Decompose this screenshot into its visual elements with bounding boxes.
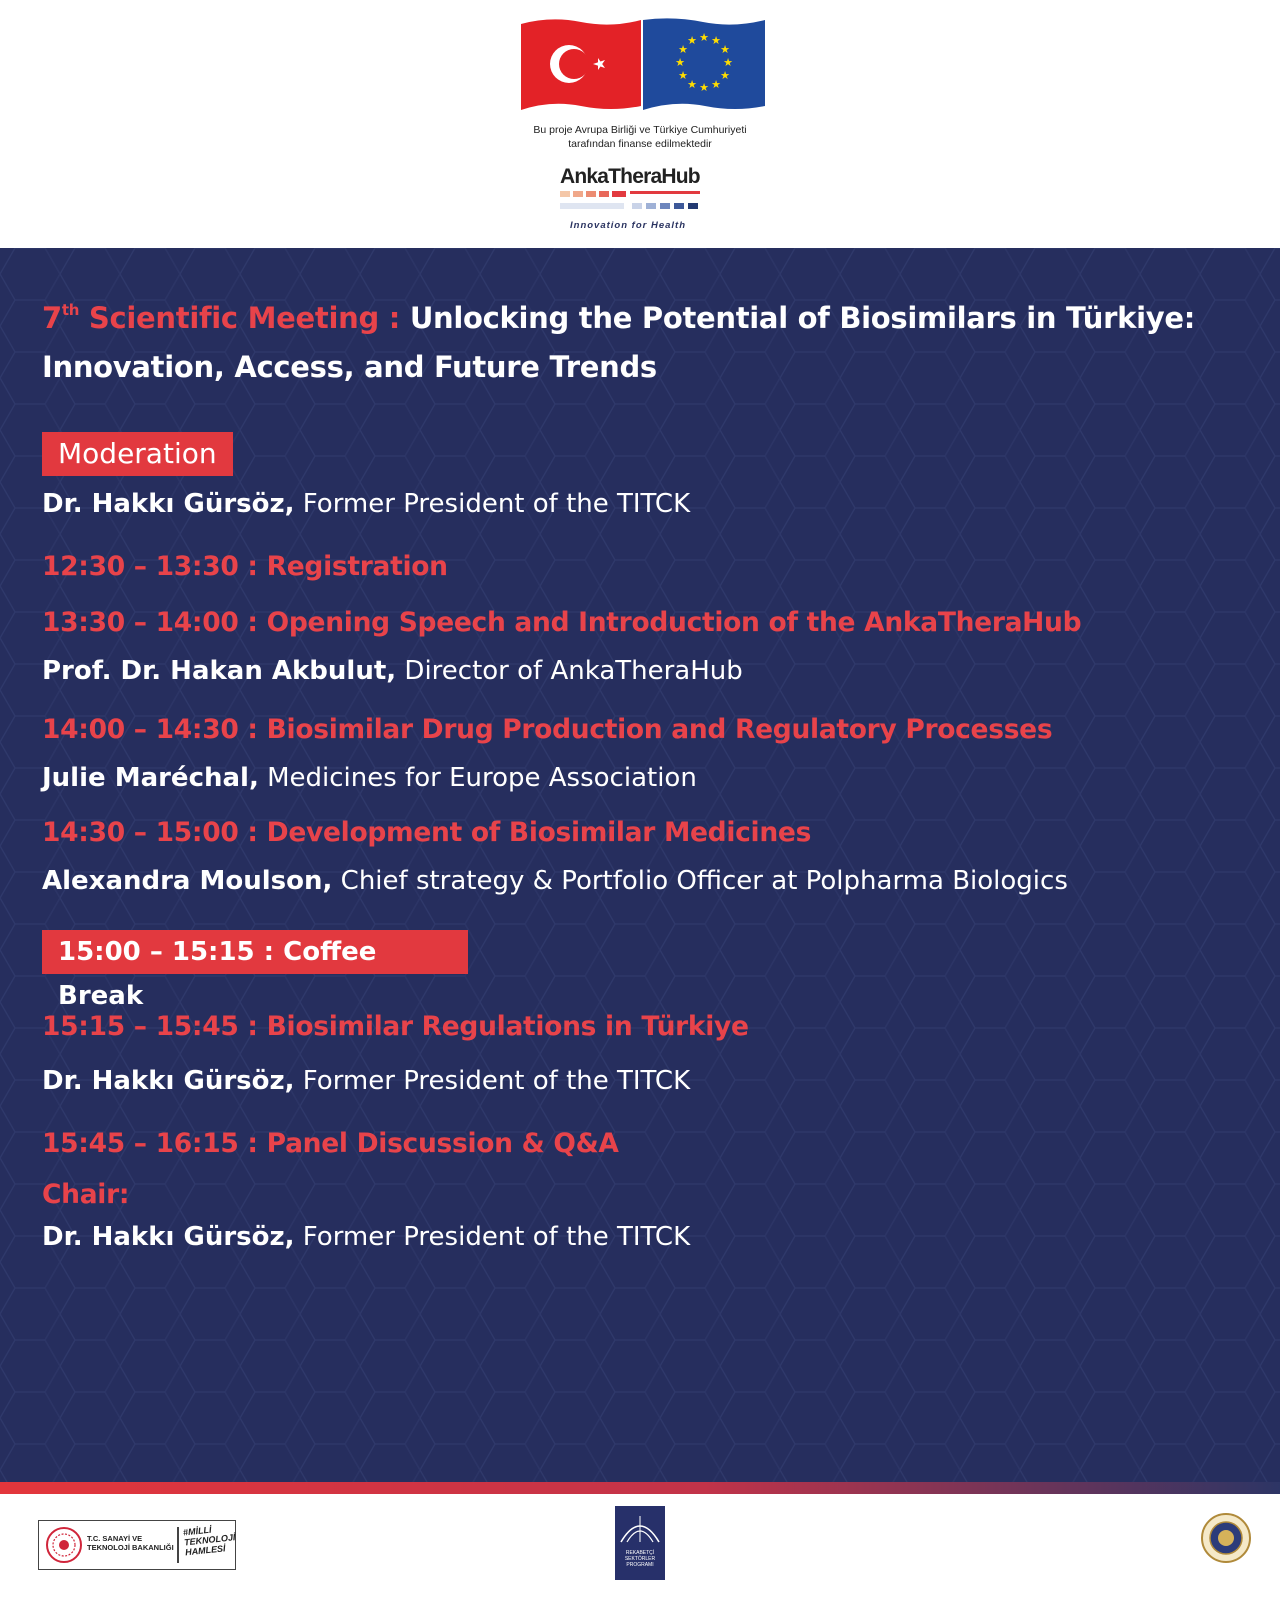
funding-line-1: Bu proje Avrupa Birliği ve Türkiye Cumhuriyeti — [533, 124, 747, 136]
session-production-speaker: Julie Maréchal, Medicines for Europe Association — [42, 763, 697, 793]
session-development-time: 14:30 – 15:00 : Development of Biosimilar Medicines — [42, 817, 812, 848]
session-development-speaker: Alexandra Moulson, Chief strategy & Portfolio Officer at Polpharma Biologics — [42, 866, 1068, 896]
title-main: Unlocking the Potential of Biosimilars in Türkiye: — [409, 301, 1196, 335]
eu-flag-icon — [643, 18, 765, 110]
svg-text:★: ★ — [720, 69, 730, 82]
ministry-seal-icon — [45, 1526, 83, 1564]
session-regulations-time: 15:15 – 15:45 : Biosimilar Regulations in Türkiye — [42, 1011, 749, 1042]
session-opening-speaker: Prof. Dr. Hakan Akbulut, Director of AnkaTheraHub — [42, 656, 743, 686]
funding-line-2: tarafından finanse edilmektedir — [568, 138, 712, 150]
title-line-2: Innovation, Access, and Future Trends — [42, 350, 657, 384]
svg-text:★: ★ — [723, 56, 733, 69]
svg-text:★: ★ — [711, 34, 721, 47]
session-regulations-speaker: Dr. Hakkı Gürsöz, Former President of the TITCK — [42, 1066, 691, 1096]
funding-notice — [440, 123, 840, 151]
milli-teknoloji-tag: #MİLLİ TEKNOLOJİ HAMLESİ — [182, 1524, 236, 1558]
svg-text:★: ★ — [687, 78, 697, 91]
title-line-1 — [42, 294, 1262, 343]
coffee-break-tag: 15:00 – 15:15 : Coffee Break — [42, 930, 468, 974]
flags-logo — [521, 18, 765, 113]
footer — [0, 1494, 1280, 1600]
rsp-emblem-icon — [615, 1506, 665, 1550]
header — [0, 0, 1280, 250]
brand-name: AnkaTheraHub — [560, 165, 700, 188]
rekabetci-sektorler-logo — [615, 1506, 665, 1580]
svg-text:★: ★ — [720, 43, 730, 56]
svg-text:★: ★ — [675, 56, 685, 69]
svg-text:★: ★ — [687, 34, 697, 47]
brand-bars-icon — [560, 191, 710, 215]
moderator: Dr. Hakkı Gürsöz, Former President of the TITCK — [42, 489, 691, 519]
ministry-logo — [38, 1520, 236, 1570]
session-registration-time: 12:30 – 13:30 : Registration — [42, 551, 448, 582]
brand-tagline: Innovation for Health — [570, 220, 686, 231]
svg-text:★: ★ — [699, 81, 709, 94]
session-panel-time: 15:45 – 16:15 : Panel Discussion & Q&A — [42, 1128, 619, 1159]
svg-text:★: ★ — [678, 69, 688, 82]
ministry-separator — [177, 1527, 179, 1563]
svg-text:★: ★ — [699, 31, 709, 44]
session-production-time: 14:00 – 14:30 : Biosimilar Drug Production and Regulatory Processes — [42, 714, 1053, 745]
rsp-text: REKABETÇİ SEKTÖRLER PROGRAMI — [624, 1550, 656, 1568]
footer-divider — [0, 1482, 1280, 1494]
ankara-university-seal-icon — [1200, 1512, 1252, 1564]
session-opening-time: 13:30 – 14:00 : Opening Speech and Introduction of the AnkaTheraHub — [42, 607, 1082, 638]
meeting-ordinal: 7th Scientific Meeting : — [42, 301, 410, 335]
moderation-tag: Moderation — [42, 432, 233, 476]
agenda-panel — [0, 248, 1280, 1482]
ministry-name: T.C. SANAYİ VE TEKNOLOJİ BAKANLIĞI — [87, 1534, 174, 1552]
meeting-title — [42, 294, 1262, 392]
ankatherahub-logo — [560, 166, 720, 231]
svg-text:★: ★ — [678, 43, 688, 56]
session-panel-chair-label: Chair: — [42, 1179, 130, 1210]
session-panel-chair: Dr. Hakkı Gürsöz, Former President of the TITCK — [42, 1222, 691, 1252]
svg-text:★: ★ — [711, 78, 721, 91]
turkey-flag-icon — [521, 19, 641, 110]
